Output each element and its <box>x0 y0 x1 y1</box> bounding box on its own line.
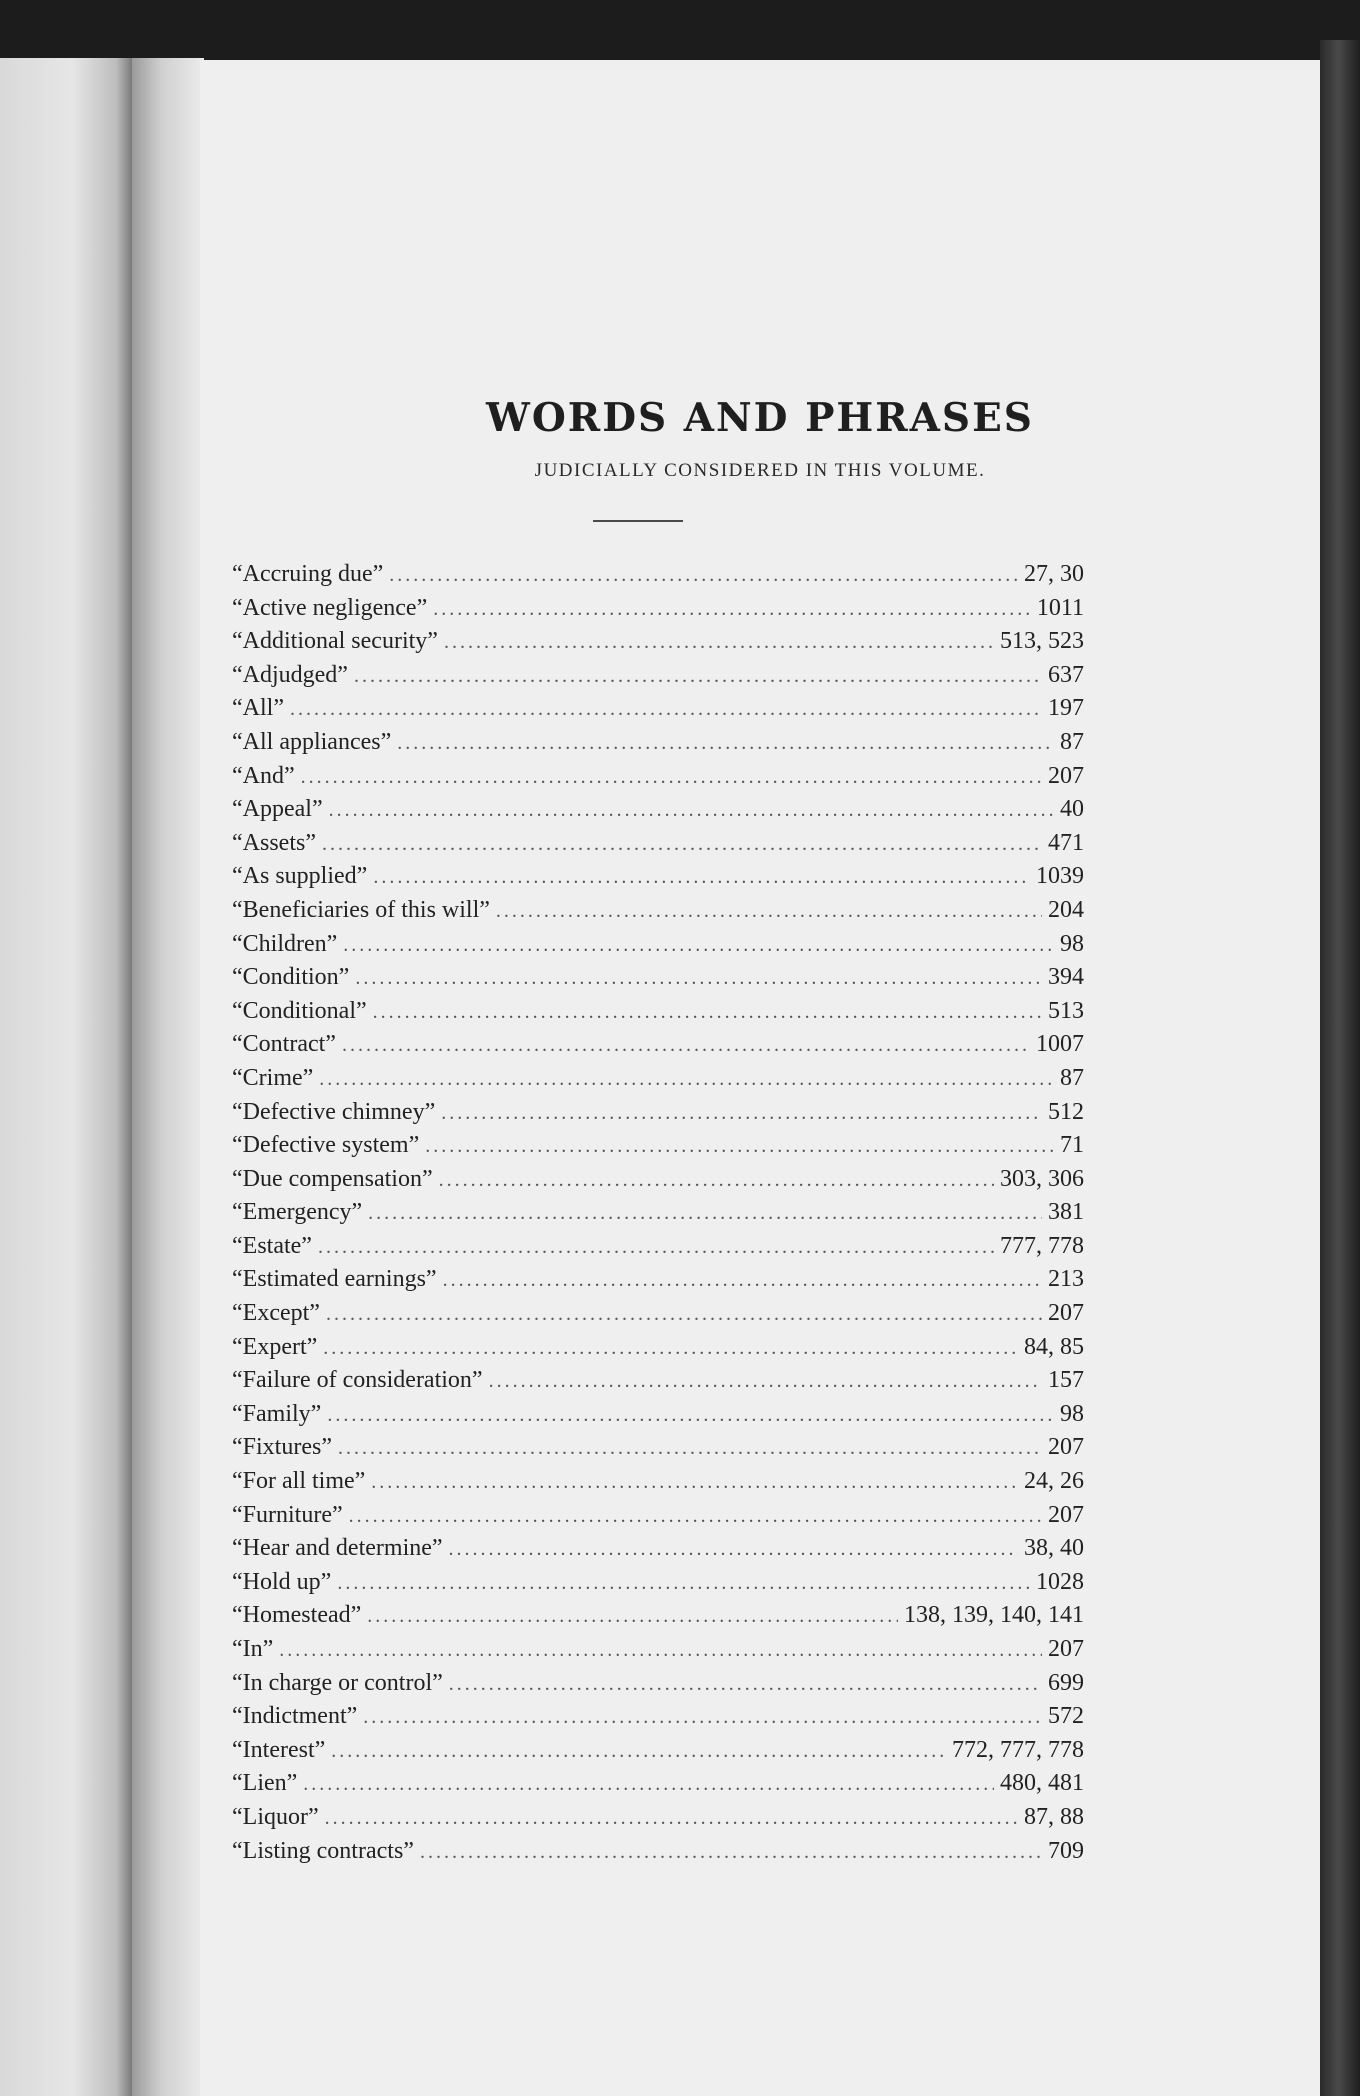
entry-page-numbers: 213 <box>1048 1266 1084 1293</box>
index-entry <box>232 796 1084 830</box>
index-entry <box>232 1166 1084 1200</box>
dot-leader <box>338 1437 1042 1460</box>
dot-leader <box>433 598 1031 621</box>
index-entry <box>232 1838 1084 1872</box>
entry-page-numbers: 98 <box>1060 930 1084 957</box>
entry-term: “Homestead” <box>232 1602 362 1629</box>
entry-term: “All appliances” <box>232 728 392 755</box>
entry-term: “Hear and determine” <box>232 1535 443 1562</box>
entry-term: “Emergency” <box>232 1199 363 1226</box>
entry-page-numbers: 207 <box>1048 1501 1084 1528</box>
index-entry <box>232 1770 1084 1804</box>
index-entry <box>232 1670 1084 1704</box>
dot-leader <box>303 1773 994 1796</box>
entry-term: “Active negligence” <box>232 594 428 621</box>
entry-term: “Estimated earnings” <box>232 1266 437 1293</box>
entry-term: “Beneficiaries of this will” <box>232 896 490 923</box>
dot-leader <box>425 1135 1054 1158</box>
dot-leader <box>355 967 1042 990</box>
dot-leader <box>322 833 1042 856</box>
entry-page-numbers: 709 <box>1048 1837 1084 1864</box>
entry-page-numbers: 1039 <box>1036 863 1084 890</box>
entry-page-numbers: 480, 481 <box>1000 1770 1084 1797</box>
index-entry <box>232 1636 1084 1670</box>
page-title: WORDS AND PHRASES <box>486 395 1034 441</box>
entry-page-numbers: 138, 139, 140, 141 <box>904 1602 1084 1629</box>
entry-page-numbers: 71 <box>1060 1132 1084 1159</box>
entry-term: “In charge or control” <box>232 1669 443 1696</box>
index-entry <box>232 729 1084 763</box>
dot-leader <box>331 1740 946 1763</box>
entry-page-numbers: 204 <box>1048 896 1084 923</box>
entry-term: “Hold up” <box>232 1568 332 1595</box>
index-entry <box>232 1334 1084 1368</box>
dot-leader <box>326 1303 1042 1326</box>
index-entry <box>232 1569 1084 1603</box>
entry-page-numbers: 777, 778 <box>1000 1232 1084 1259</box>
dot-leader <box>290 698 1042 721</box>
index-entry <box>232 763 1084 797</box>
dot-leader <box>337 1572 1030 1595</box>
dot-leader <box>373 866 1030 889</box>
dot-leader <box>496 900 1042 923</box>
dot-leader <box>449 1538 1018 1561</box>
entry-term: “Expert” <box>232 1333 318 1360</box>
index-entry <box>232 1804 1084 1838</box>
entry-page-numbers: 699 <box>1048 1669 1084 1696</box>
dot-leader <box>279 1639 1042 1662</box>
entry-term: “Additional security” <box>232 628 438 655</box>
entry-page-numbers: 772, 777, 778 <box>952 1736 1084 1763</box>
entry-term: “Estate” <box>232 1232 312 1259</box>
phrase-index-list <box>232 561 1084 1871</box>
dot-leader <box>301 766 1042 789</box>
page-edge-shadow <box>1320 40 1360 2096</box>
entry-term: “Condition” <box>232 964 350 991</box>
entry-term: “Defective chimney” <box>232 1098 436 1125</box>
dot-leader <box>397 732 1054 755</box>
dot-leader <box>389 564 1018 587</box>
entry-term: “Listing contracts” <box>232 1837 414 1864</box>
dot-leader <box>367 1605 898 1628</box>
index-entry <box>232 1703 1084 1737</box>
entry-term: “Defective system” <box>232 1132 420 1159</box>
entry-term: “Lien” <box>232 1770 298 1797</box>
dot-leader <box>373 1001 1042 1024</box>
entry-page-numbers: 87, 88 <box>1024 1803 1084 1830</box>
index-entry <box>232 662 1084 696</box>
entry-page-numbers: 1007 <box>1036 1031 1084 1058</box>
entry-page-numbers: 87 <box>1060 728 1084 755</box>
entry-term: “Liquor” <box>232 1803 319 1830</box>
entry-term: “Appeal” <box>232 796 323 823</box>
entry-page-numbers: 513, 523 <box>1000 628 1084 655</box>
index-entry <box>232 897 1084 931</box>
index-entry <box>232 1468 1084 1502</box>
entry-term: “Contract” <box>232 1031 336 1058</box>
entry-term: “And” <box>232 762 295 789</box>
index-entry <box>232 1065 1084 1099</box>
entry-term: “Adjudged” <box>232 661 348 688</box>
book-gutter <box>132 58 204 2096</box>
entry-page-numbers: 38, 40 <box>1024 1535 1084 1562</box>
entry-page-numbers: 1028 <box>1036 1568 1084 1595</box>
entry-page-numbers: 207 <box>1048 762 1084 789</box>
entry-page-numbers: 381 <box>1048 1199 1084 1226</box>
index-entry <box>232 595 1084 629</box>
dot-leader <box>327 1404 1054 1427</box>
entry-term: “As supplied” <box>232 863 368 890</box>
index-entry <box>232 1367 1084 1401</box>
index-entry <box>232 1737 1084 1771</box>
entry-page-numbers: 207 <box>1048 1636 1084 1662</box>
entry-term: “Children” <box>232 930 338 957</box>
entry-term: “Accruing due” <box>232 561 384 587</box>
dot-leader <box>444 631 994 654</box>
entry-page-numbers: 24, 26 <box>1024 1468 1084 1495</box>
entry-page-numbers: 207 <box>1048 1434 1084 1461</box>
entry-term: “Failure of consideration” <box>232 1367 483 1394</box>
dot-leader <box>443 1269 1042 1292</box>
dot-leader <box>489 1370 1042 1393</box>
index-entry <box>232 964 1084 998</box>
index-entry <box>232 1099 1084 1133</box>
dot-leader <box>441 1102 1042 1125</box>
index-entry <box>232 1300 1084 1334</box>
entry-page-numbers: 157 <box>1048 1367 1084 1394</box>
dot-leader <box>439 1169 994 1192</box>
index-entry <box>232 1031 1084 1065</box>
entry-page-numbers: 471 <box>1048 829 1084 856</box>
index-entry <box>232 1434 1084 1468</box>
index-entry <box>232 1132 1084 1166</box>
entry-term: “Furniture” <box>232 1501 343 1528</box>
entry-page-numbers: 207 <box>1048 1300 1084 1327</box>
dot-leader <box>323 1337 1018 1360</box>
entry-page-numbers: 513 <box>1048 997 1084 1024</box>
entry-page-numbers: 87 <box>1060 1064 1084 1091</box>
entry-page-numbers: 197 <box>1048 695 1084 722</box>
entry-term: “All” <box>232 695 284 722</box>
index-entry <box>232 1502 1084 1536</box>
dot-leader <box>371 1471 1018 1494</box>
index-entry <box>232 628 1084 662</box>
entry-page-numbers: 27, 30 <box>1024 561 1084 587</box>
dot-leader <box>368 1202 1042 1225</box>
dot-leader <box>449 1673 1042 1696</box>
entry-page-numbers: 1011 <box>1036 594 1084 621</box>
index-entry <box>232 1266 1084 1300</box>
index-entry <box>232 695 1084 729</box>
entry-term: “Assets” <box>232 829 316 856</box>
index-entry <box>232 863 1084 897</box>
index-entry <box>232 1233 1084 1267</box>
page-subtitle: JUDICIALLY CONSIDERED IN THIS VOLUME. <box>534 460 986 481</box>
dot-leader <box>319 1068 1054 1091</box>
entry-term: “Fixtures” <box>232 1434 332 1461</box>
entry-term: “Interest” <box>232 1736 326 1763</box>
dot-leader <box>363 1706 1042 1729</box>
dot-leader <box>349 1505 1042 1528</box>
entry-page-numbers: 98 <box>1060 1400 1084 1427</box>
left-page-edge <box>0 58 132 2096</box>
entry-page-numbers: 303, 306 <box>1000 1165 1084 1192</box>
entry-term: “Indictment” <box>232 1703 358 1730</box>
index-entry <box>232 1535 1084 1569</box>
dot-leader <box>325 1807 1018 1830</box>
entry-term: “Crime” <box>232 1064 314 1091</box>
dot-leader <box>343 934 1054 957</box>
entry-term: “Due compensation” <box>232 1165 433 1192</box>
index-entry <box>232 1602 1084 1636</box>
entry-page-numbers: 572 <box>1048 1703 1084 1730</box>
dot-leader <box>329 799 1054 822</box>
dot-leader <box>354 665 1042 688</box>
dot-leader <box>318 1236 994 1259</box>
entry-term: “For all time” <box>232 1468 366 1495</box>
index-entry <box>232 561 1084 595</box>
entry-term: “Family” <box>232 1400 322 1427</box>
entry-page-numbers: 394 <box>1048 964 1084 991</box>
entry-page-numbers: 637 <box>1048 661 1084 688</box>
entry-page-numbers: 512 <box>1048 1098 1084 1125</box>
index-entry <box>232 1401 1084 1435</box>
entry-page-numbers: 84, 85 <box>1024 1333 1084 1360</box>
index-entry <box>232 1199 1084 1233</box>
entry-term: “Conditional” <box>232 997 367 1024</box>
dot-leader <box>342 1034 1030 1057</box>
entry-page-numbers: 40 <box>1060 796 1084 823</box>
dot-leader <box>420 1841 1042 1864</box>
title-divider <box>593 520 683 522</box>
entry-term: “Except” <box>232 1300 320 1327</box>
index-entry <box>232 998 1084 1032</box>
index-entry <box>232 830 1084 864</box>
index-entry <box>232 931 1084 965</box>
entry-term: “In” <box>232 1636 274 1662</box>
